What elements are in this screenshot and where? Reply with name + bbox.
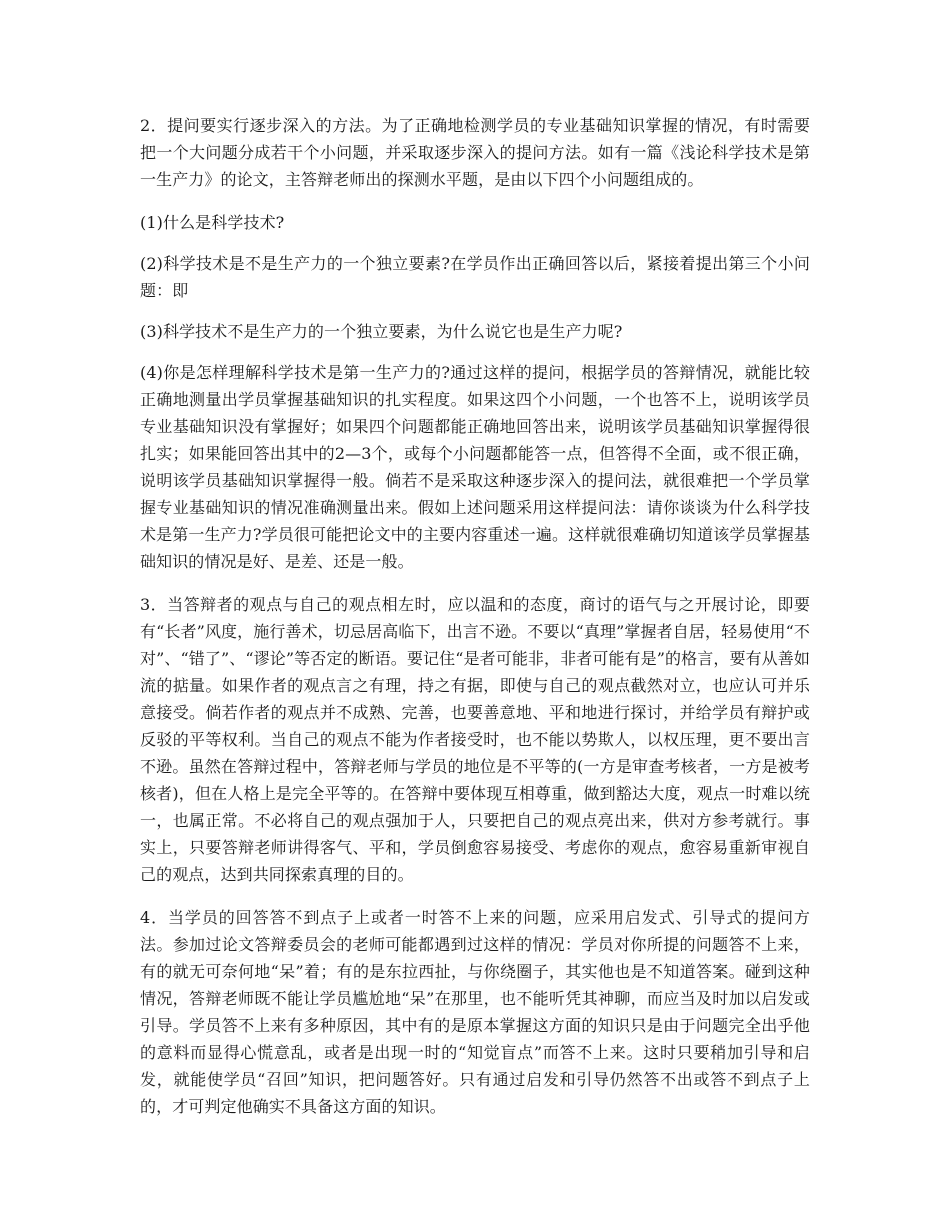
paragraph-question-1: (1)什么是科学技术?: [140, 213, 285, 232]
paragraph-question-3: (3)科学技术不是生产力的一个独立要素，为什么说它也是生产力呢?: [140, 322, 623, 341]
paragraph-question-4: (4)你是怎样理解科学技术是第一生产力的?通过这样的提问，根据学员的答辩情况，就能比较正确地测量出学员掌握基础知识的扎实程度。如果这四个小问题，一个也答不上，说明该学员专业基础知识没有掌握好；如果四个问题都能正确地回答出来，说明该学员基础知识掌握得很扎实；如果能回答出其中的2—3个，或每个小问题都能答一点，但答得不全面，或不很正确，说明该学员基础知识掌握得一般。倘若不是采取这种逐步深入的提问法，就很难把一个学员掌握专业基础知识的情况准确测量出来。假如上述问题采用这样提问法：请你谈谈为什么科学技术是第一生产力?学员很可能把论文中的主要内容重述一遍。这样就很难确切知道该学员掌握基础知识的情况是好、是差、还是一般。: [140, 363, 810, 571]
paragraph-guided-questioning: 4．当学员的回答答不到点子上或者一时答不上来的问题，应采用启发式、引导式的提问方法。参加过论文答辩委员会的老师可能都遇到过这样的情况：学员对你所提的问题答不上来，有的就无可奈何地“呆”着；有的是东拉西扯，与你绕圈子，其实他也是不知道答案。碰到这种情况，答辩老师既不能让学员尴尬地“呆”在那里，也不能听凭其神聊，而应当及时加以启发或引导。学员答不上来有多种原因，其中有的是原本掌握这方面的知识只是由于问题完全出乎他的意料而显得心慌意乱，或者是出现一时的“知觉盲点”而答不上来。这时只要稍加引导和启发，就能使学员“召回”知识，把问题答好。只有通过启发和引导仍然答不出或答不到点子上的，才可判定他确实不具备这方面的知识。: [140, 908, 810, 1116]
document-body: [140, 112, 810, 1136]
paragraph-differing-views: 3．当答辩者的观点与自己的观点相左时，应以温和的态度，商讨的语气与之开展讨论，即要有“长者”风度，施行善术，切忌居高临下，出言不逊。不要以“真理”掌握者自居，轻易使用“不对”、“错了”、“谬论”等否定的断语。要记住“是者可能非，非者可能有是”的格言，要有从善如流的掂量。如果作者的观点言之有理，持之有据，即使与自己的观点截然对立，也应认可并乐意接受。倘若作者的观点并不成熟、完善，也要善意地、平和地进行探讨，并给学员有辩护或反驳的平等权利。当自己的观点不能为作者接受时，也不能以势欺人，以权压理，更不要出言不逊。虽然在答辩过程中，答辩老师与学员的地位是不平等的(一方是审查考核者，一方是被考核者)，但在人格上是完全平等的。在答辩中要体现互相尊重，做到豁达大度，观点一时难以统一，也属正常。不必将自己的观点强加于人，只要把自己的观点亮出来，供对方参考就行。事实上，只要答辩老师讲得客气、平和，学员倒愈容易接受、考虑你的观点，愈容易重新审视自己的观点，达到共同探索真理的目的。: [140, 595, 810, 884]
paragraph-progressive-questioning: 2．提问要实行逐步深入的方法。为了正确地检测学员的专业基础知识掌握的情况，有时需要把一个大问题分成若干个小问题，并采取逐步深入的提问方法。如有一篇《浅论科学技术是第一生产力》的论文，主答辩老师出的探测水平题，是由以下四个小问题组成的。: [140, 116, 810, 189]
paragraph-question-2: (2)科学技术是不是生产力的一个独立要素?在学员作出正确回答以后，紧接着提出第三个小问题：即: [140, 254, 810, 300]
